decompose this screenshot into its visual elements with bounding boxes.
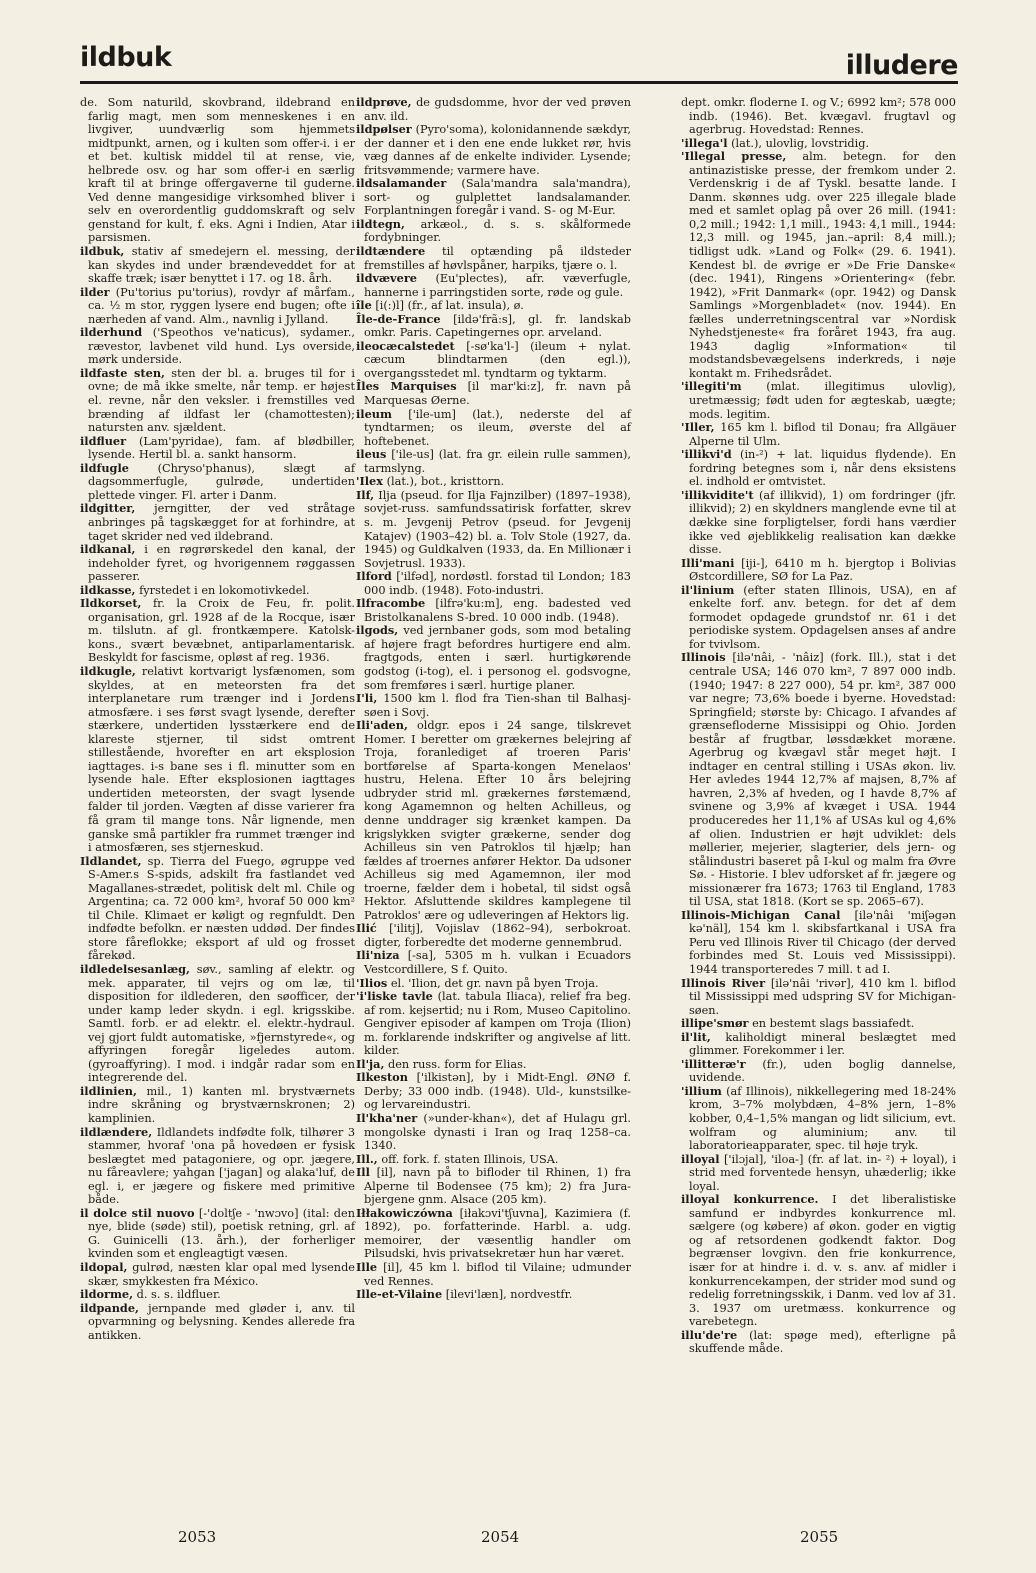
entry-definition: søv., samling af elektr. og mek. apparater, til vejrs og om læ, til disposition for ildlederen, den søofficer, der under kamp leder skydn. i egl. krigsskibe. Samtl. forb. er ad elektr. el. elektr.-hydraul. vej gjort fuldt automatiske, »fjernstyrede«, og affyringen foregår ligeledes autom. (gyroaffyring). I mod. i indgår radar som en integrerende del. [88, 963, 355, 1085]
entry-definition: ['ilɔjal], 'iloa-] (fr. af lat. in- ²) + loyal), i strid med forventede hensyn, uhæderlig; ikke loyal. [689, 1152, 956, 1193]
dictionary-entry [681, 421, 956, 448]
entry-definition: en bestemt slags bassiafedt. [752, 1017, 915, 1031]
dictionary-entry [80, 855, 355, 963]
entry-definition: [-'doltʃe - 'nwɔvo] (ital: den nye, blide (søde) stil), poetisk retning, grl. af G. Guinicelli (13. årh.), der forherliger kvinden som et engleagtigt væsen. [88, 1206, 356, 1261]
entry-headword: Ille [356, 1260, 378, 1275]
entry-headword: ileum [356, 406, 392, 421]
entry-headword: ildopal, [80, 1260, 128, 1275]
entry-definition: ['ilitj], Vojislav (1862–94), serbokroat. digter, forberedte det moderne gennembrud. [364, 922, 631, 949]
entry-headword: illipe'smør [681, 1016, 749, 1031]
dictionary-entry [356, 489, 631, 570]
dictionary-entry [356, 624, 631, 692]
entry-definition: Ilja (pseud. for Ilja Fajnzilber) (1897–1938), sovjet-russ. samfundssatirisk forfatter, skrev s. m. Jevgenij Petrov (pseud. for Jevgenij Katajev) (1903–42) bl. a. Tolv Stole (1927, da. 1945) og Guldkalven (1933, da. En Millionær i Sovjetrusl. 1933). [364, 488, 631, 570]
entry-headword: illu'de're [681, 1327, 738, 1342]
dictionary-entry [80, 1207, 355, 1261]
entry-definition: [iji-], 6410 m h. bjergtop i Bolivias Østcordillere, SØ for La Paz. [689, 556, 956, 584]
dictionary-entry [681, 150, 956, 380]
dictionary-entry [681, 977, 956, 1018]
dictionary-entry [681, 489, 956, 557]
dictionary-entry [80, 1085, 355, 1126]
entry-headword: 'Ilios [356, 975, 388, 990]
entry-definition: Ildlandets indfødte folk, tilhører 3 stammer, hvoraf 'ona på hovedøen er fysisk beslægtet med patagoniere, og opr. jægere, nu fåreavlere; yahgan ['jagan] og alaka'luf, de egl. i, er jægere og fiskere med primitive både. [88, 1125, 356, 1207]
entry-definition: [il], 45 km l. biflod til Vilaine; udmunder ved Rennes. [364, 1261, 631, 1288]
dictionary-entry [80, 1302, 355, 1343]
entry-definition: (af illikvid), 1) om fordringer (jfr. illikvid); 2) en skyldners manglende evne til at dække sine forpligtelser, fordi hans værdier ikke ved øjeblikkelig realisation kan dække disse. [689, 488, 956, 557]
entry-headword: 'illikvidite't [681, 487, 754, 502]
dictionary-entry [80, 96, 355, 245]
entry-headword: ildkasse, [80, 582, 136, 597]
dictionary-entry [356, 990, 631, 1058]
dictionary-entry [356, 96, 631, 123]
entry-headword: Ilf, [356, 487, 375, 502]
entry-definition: fyrstedet i en lokomotivkedel. [139, 583, 310, 597]
entry-definition: [ilevi'læn], nordvestfr. [445, 1288, 573, 1302]
dictionary-entry [681, 651, 956, 908]
entry-definition: (af Illinois), nikkellegering med 18-24% krom, 3–7% molybdæn, 4–8% jern, 1–8% kobber, 0,4–1,5% mangan og lidt silicium, evt. wolfram og aluminium; anv. til laboratorieapparater, spec. til høje tryk. [689, 1084, 956, 1153]
entry-headword: Ilić [356, 921, 377, 936]
dictionary-entry [681, 1193, 956, 1328]
entry-headword: Ili'niza [356, 948, 400, 963]
dictionary-entry [681, 380, 956, 421]
entry-headword: il'lit, [681, 1029, 711, 1044]
entry-headword: Illinois [681, 650, 726, 665]
entry-headword: ildlinien, [80, 1083, 137, 1098]
header-right-guide-word: illudere [845, 50, 958, 81]
entry-definition: mil., 1) kanten ml. brystværnets indre skråning og brystværnskronen; 2) kamplinien. [88, 1084, 356, 1126]
entry-headword: Ill., [356, 1151, 378, 1166]
entry-headword: 'illium [681, 1083, 722, 1098]
dictionary-entry [80, 245, 355, 286]
entry-headword: ildgitter, [80, 501, 136, 516]
entry-definition: off. fork. f. staten Illinois, USA. [381, 1152, 559, 1166]
dictionary-entry [681, 909, 956, 977]
dictionary-entry [80, 1288, 355, 1302]
entry-headword: Ildkorset, [80, 596, 142, 611]
dictionary-entry [356, 313, 631, 340]
entry-headword: ileocæcalstedet [356, 338, 455, 353]
entry-definition: oldgr. epos i 24 sange, tilskrevet Homer. I beretter om grækernes belejring af Troja, foranlediget af troeren Paris' bortførelse af Sparta-kongen Menelaos' hustru, Helena. Efter 10 års belejring udbryder strid ml. grækernes førstemænd, kong Agamemnon og helten Achilleus, og denne unddrager sig krænket kampen. Da krigslykken svigter grækerne, sender dog Achilleus sin ven Patroklos til hjælp; han fældes af troernes anfører Hektor. Da udsoner Achilleus sig med Agamemnon, iler mod troerne, fælder dem i hobetal, til sidst også Hektor. Afsluttende skildres kamplegene til Patroklos' ære og udleveringen af Hektors lig. [364, 719, 631, 922]
entry-definition: 1500 km l. flod fra Tien-shan til Balhasj-søen i Sovj. [364, 692, 632, 719]
entry-headword: ildtændere [356, 244, 426, 259]
header-left-guide-word: ildbuk [80, 42, 172, 73]
entry-definition: [il mar'ki:z], fr. navn på Marquesas Øerne. [364, 380, 632, 408]
entry-headword: île [356, 298, 372, 313]
dictionary-entry [80, 502, 355, 543]
dictionary-entry [80, 462, 355, 503]
entry-headword: Iłłakowiczówna [356, 1205, 453, 1220]
dictionary-entry [681, 584, 956, 652]
entry-definition: fr. la Croix de Feu, fr. polit. organisation, grl. 1928 af de la Rocque, især m. tilslutn. af gl. frontkæmpere. Katolsk-kons., svært bevæbnet, antiparlamentarisk. Beskyldt for fascisme, opløst af reg. 1936. [88, 597, 355, 665]
dictionary-entry [80, 435, 355, 462]
entry-headword: ildkanal, [80, 542, 136, 557]
entry-headword: Ili'aden, [356, 718, 408, 733]
header-rule [80, 81, 958, 84]
entry-headword: illoyal konkurrence. [681, 1192, 819, 1207]
entry-headword: ildfaste sten, [80, 365, 165, 380]
page-number-left: 2053 [178, 1528, 217, 1546]
entry-definition: 165 km l. biflod til Donau; fra Allgäuer Alperne til Ulm. [689, 421, 956, 448]
entry-headword: ildsalamander [356, 176, 447, 191]
entry-headword: 'i'liske tavle [356, 989, 433, 1004]
entry-definition: ['ilfəd], nordøstl. forstad til London; 183 000 indb. (1948). Foto-industri. [364, 570, 631, 597]
entry-definition: (Chryso'phanus), slægt af dagsommerfugle, gulrøde, undertiden plettede vinger. Fl. arter i Danm. [88, 461, 355, 502]
entry-definition: [ilfrə'ku:m], eng. badested ved Bristolkanalens S-bred. 10 000 indb. (1948). [364, 597, 632, 624]
entry-definition: (Pyro'soma), kolonidannende sækdyr, der danner et i den ene ende lukket rør, hvis væg dannes af de enkelte individer. Lysende; fritsvømmende; varmere have. [364, 123, 631, 177]
dictionary-entry [356, 1153, 631, 1167]
entry-headword: il'linium [681, 582, 735, 597]
entry-definition: (lat: spøge med), efterligne på skuffende måde. [689, 1328, 957, 1356]
entry-headword: ildfluer [80, 433, 127, 448]
dictionary-entry [356, 977, 631, 991]
entry-definition: (in-²) + lat. liquidus flydende). En fordring betegnes som i, når dens eksistens el. indhold er omtvistet. [689, 448, 956, 489]
entry-headword: Ilford [356, 569, 392, 584]
entry-headword: 'illitteræ'r [681, 1056, 746, 1071]
dictionary-entry [80, 286, 355, 327]
entry-definition: (Lam'pyridae), fam. af blødbiller, lysende. Hertil bl. a. sankt hansorm. [88, 434, 355, 462]
entry-definition: [iłakɔvi'tʃuvna], Kazimiera (f. 1892), po. forfatterinde. Harbl. a. udg. memoirer, der væsentlig handler om Pilsudski, hvis privatsekretær hun har været. [364, 1206, 632, 1261]
entry-definition: sten der bl. a. bruges til for i ovne; de må ikke smelte, når temp. er højest el. revne, når den veksler. i fremstilles ved brænding af ildfast ler (chamottesten); natursten anv. sjældent. [88, 366, 355, 435]
entry-headword: Île-de-France [356, 311, 441, 326]
dictionary-entry [356, 719, 631, 922]
column-left [80, 96, 355, 1342]
dictionary-entry [356, 448, 631, 475]
entry-headword: Illinois River [681, 975, 766, 990]
entry-definition: de. Som naturild, skovbrand, ildebrand en farlig magt, men som menneskenes i en livgiver, uundværlig som hjemmets midtpunkt, arnen, og i kulten som offer-i. i er et bet. kultisk middel til at rense, vie, helbrede osv. og har som offer-i en særlig kraft til at bringe offergaverne til guderne. Ved denne mangesidige virksomhed bliver i selv en overordentlig guddomskraft og selv genstand for kult, f. eks. Agni i Indien, Atar i parsismen. [80, 96, 355, 245]
entry-headword: I'li, [356, 691, 378, 706]
entry-definition: (mlat. illegitimus ulovlig), uretmæssig; født uden for ægteskab, uægte; mods. legitim. [689, 380, 956, 421]
dictionary-entry [356, 177, 631, 218]
entry-definition: [-sa], 5305 m h. vulkan i Ecuadors Vestcordillere, S f. Quito. [364, 949, 632, 976]
entry-headword: Ilfracombe [356, 596, 426, 611]
dictionary-entry [356, 1058, 631, 1072]
entry-definition: relativt kortvarigt lysfænomen, som skyldes, at en meteorsten fra det interplanetare rum trænger ind i Jordens atmosfære. i ses først svagt lysende, derefter stærkere, undertiden lysstærkere end de klareste stjerner, til sidst omtrent stillestående, hvorefter en art eksplosion iagttages. i-s bane ses i fl. minutter som en lysende hale. Efter eksplosionen iagttages undertiden meteorsten, der svagt lysende falder til jorden. Vægten af disse varierer fra få gram til mange tons. Når lignende, men ganske små partikler fra rummet trænger ind i atmosfæren, ses stjerneskud. [88, 664, 356, 855]
dictionary-entry [356, 1112, 631, 1153]
entry-headword: ildlændere, [80, 1124, 153, 1139]
entry-headword: ildbuk, [80, 244, 125, 259]
entry-definition: (Eu'plectes), afr. væverfugle, hannerne i parringstiden sorte, røde og gule. [364, 272, 632, 299]
dictionary-entry [80, 963, 355, 1085]
dictionary-entry [356, 922, 631, 949]
entry-definition: ['ile-us] (lat. fra gr. eilein rulle sammen), tarmslyng. [364, 448, 631, 475]
entry-headword: 'Ilex [356, 474, 383, 489]
dictionary-entry [681, 1031, 956, 1058]
dictionary-entry [80, 1126, 355, 1207]
entry-headword: ilderhund [80, 325, 143, 340]
entry-definition: gulrød, næsten klar opal med lysende skær, smykkesten fra México. [88, 1261, 355, 1288]
entry-definition: (lat.), bot., kristtorn. [386, 475, 505, 489]
running-header [80, 36, 958, 86]
entry-headword: 'Iller, [681, 420, 715, 435]
dictionary-entry [356, 949, 631, 976]
entry-headword: ildpølser [356, 122, 412, 137]
entry-headword: Il'kha'ner [356, 1111, 418, 1126]
entry-definition: (Sala'mandra sala'mandra), sort- og gulplettet landsalamander. Forplantningen foregår i vand. S- og M-Eur. [364, 177, 631, 218]
entry-definition: jerngitter, der ved stråtage anbringes på tagskægget for at forhindre, at taget skrider ned ved ildebrand. [88, 502, 356, 543]
entry-definition: (lat.), ulovlig, lovstridig. [731, 136, 870, 150]
entry-definition: (fr.), uden boglig dannelse, uvidende. [689, 1057, 956, 1085]
dictionary-entry [356, 1261, 631, 1288]
entry-headword: il dolce stil nuovo [80, 1205, 195, 1220]
dictionary-entry [356, 408, 631, 449]
entry-headword: ilder [80, 284, 110, 299]
entry-definition: [ilə'nâi, - 'nâiz] (fork. Ill.), stat i det centrale USA; 146 070 km², 7 897 000 indb. (1940; 1947: 8 227 000), 54 pr. km², 387 000 var negre; 73,6% boede i byerne. Hovedstad: Springfield; største by: Chicago. I afvandes af grænsefloderne Missisippi og Ohio. Jorden består af frugtbar, løssdækket moræne. Agerbrug og kvægavl står meget højt. I indtager en central stilling i USAs økon. liv. Her avledes 1944 12,7% af majsen, 8,7% af havren, 2,3% af hveden, og I havde 8,7% af svinene og 3,9% af kvæget i USA. 1944 produceredes her 11,1% af USAs kul og 4,6% af olien. Industrien er højt udviklet: dels møllerier, mejerier, slagterier, dels jern- og stålindustri baseret på I-kul og malm fra Øvre Sø. - Historie. I blev udforsket af fr. jægere og missionærer fra 1673; 1763 til England, 1783 til USA, stat 1818. (Kort se sp. 2065–67). [689, 651, 956, 909]
entry-definition: (lat. tabula Iliaca), relief fra beg. af rom. kejsertid; nu i Rom, Museo Capitolino. Gengiver episoder af kampen om Troja (Ilion) m. forklarende indskrifter og angivelse af litt. kilder. [364, 990, 631, 1058]
entry-headword: 'illikvi'd [681, 447, 732, 462]
entry-definition: til optænding på ildsteder fremstilles af høvlspåner, harpiks, tjære o. l. [364, 245, 631, 272]
entry-headword: ildfugle [80, 460, 129, 475]
entry-headword: ildvævere [356, 271, 417, 286]
entry-definition: d. s. s. ildfluer. [136, 1288, 221, 1302]
entry-definition: (efter staten Illinois, USA), en af enkelte forf. anv. betegn. for det af dem formodet opdagede grundstof nr. 61 i det periodiske system. Opdagelsen anses af andre for tvivlsom. [689, 583, 957, 651]
entry-headword: ildledelsesanlæg, [80, 962, 190, 976]
entry-definition: [ilə'nâi 'rivər], 410 km l. biflod til Mississippi med udspring SV for Michigan-søen. [689, 976, 956, 1017]
entry-definition: jernpande med gløder i, anv. til opvarmning og belysning. Kendes allerede fra antikken. [88, 1301, 355, 1342]
dictionary-entry [681, 448, 956, 489]
entry-definition: alm. betegn. for den antinazistiske presse, der fremkom under 2. Verdenskrig i de af Tyskl. besatte lande. I Danm. skønnes udg. over 225 illegale blade med et samlet oplag på over 26 mill. (1941: 0,2 mill.; 1942: 1,1 mill., 1943: 4,1 mill., 1944: 12,3 mill. og 1945, jan.–april: 8,4 mill.); tidligst udk. »Land og Folk« (29. 6. 1941). Kendest bl. de øvrige er »De Frie Danske« (dec. 1941), Ringens »Orientering« (febr. 1942), »Frit Danmark« (opr. 1942) og Dansk Samlings »Morgenbladet« (nov. 1944). En fælles underretningscentral var »Nordisk Nyhedstjeneste« fra foråret 1943, fra aug. 1943 daglig »Information« til modstandsbevægelsens inderkreds, i nøje kontakt m. Frihedsrådet. [689, 150, 957, 380]
dictionary-entry [356, 692, 631, 719]
entry-definition: ved jernbaner gods, som mod betaling af højere fragt befordres hurtigere end alm. fragtgods, enten i særl. hurtigkørende godstog (i-tog), el. i personog el. godsvogne, som fremføres i særl. hurtige planer. [364, 624, 631, 692]
entry-headword: Ille-et-Vilaine [356, 1287, 443, 1302]
dictionary-entry [356, 123, 631, 177]
entry-headword: Îles Marquises [356, 379, 457, 394]
dictionary-entry [681, 1085, 956, 1153]
entry-headword: illoyal [681, 1151, 720, 1166]
entry-headword: ildorme, [80, 1287, 134, 1302]
entry-definition: kaliholdigt mineral beslægtet med glimmer. Forekommer i ler. [689, 1030, 956, 1058]
dictionary-entry [681, 1058, 956, 1085]
entry-definition: [il], navn på to bifloder til Rhinen, 1) fra Alperne til Bodensee (75 km); 2) fra Jura-bjergene gnm. Alsace (205 km). [364, 1166, 632, 1207]
entry-headword: 'Illegal presse, [681, 149, 787, 164]
dictionary-entry [80, 597, 355, 665]
dictionary-entry [356, 475, 631, 489]
dictionary-entry [356, 1071, 631, 1112]
entry-headword: ileus [356, 447, 387, 462]
dictionary-entry [80, 326, 355, 367]
entry-definition: de gudsdomme, hvor der ved prøven anv. ild. [364, 96, 631, 123]
entry-definition: [i(:)l] (fr., af lat. insula), ø. [375, 299, 524, 313]
entry-definition: [ildə'frã:s], gl. fr. landskab omkr. Paris. Capetingernes opr. arveland. [364, 312, 631, 340]
entry-definition: den russ. form for Elias. [387, 1057, 527, 1071]
page-number-middle: 2054 [481, 1528, 520, 1546]
entry-headword: ildprøve, [356, 95, 412, 109]
dictionary-entry [356, 1207, 631, 1261]
entry-headword: Illi'mani [681, 555, 735, 570]
dictionary-entry [681, 557, 956, 584]
entry-definition: [-sø'ka'l-] (ileum + nylat. cæcum blindtarmen (den egl.)), overgangsstedet ml. tyndtarm og tyktarm. [364, 339, 631, 380]
entry-definition: sp. Tierra del Fuego, øgruppe ved S-Amer.s S-spids, adskilt fra fastlandet ved Magallanes-strædet, politisk delt ml. Chile og Argentina; ca. 72 000 km², hvoraf 50 000 km² til Chile. Klimaet er køligt og regnfuldt. Den indfødte befolkn. er næsten uddød. Der findes store fåreflokke; eksport af uld og frosset fårekød. [88, 854, 355, 963]
entry-definition: (»under-khan«), det af Hulagu grl. mongolske dynasti i Iran og Iraq 1258–ca. 1340. [364, 1112, 631, 1153]
entry-definition: i en røgrørskedel den kanal, der indeholder fyret, og hvorigennem røggassen passerer. [88, 543, 355, 584]
entry-headword: ildpande, [80, 1300, 139, 1315]
entry-headword: Ildlandet, [80, 853, 142, 868]
entry-definition: arkæol., d. s. s. skålformede fordybninger. [364, 217, 631, 245]
dictionary-entry [356, 340, 631, 381]
entry-headword: Ilkeston [356, 1070, 408, 1085]
dictionary-entry [80, 367, 355, 435]
dictionary-entry [356, 218, 631, 245]
dictionary-entry [681, 137, 956, 151]
entry-headword: ildtegn, [356, 216, 405, 231]
entry-headword: Ill [356, 1165, 370, 1180]
entry-definition: ('Speothos ve'naticus), sydamer., rævestor, lavbenet vild hund. Lys overside, mørk underside. [88, 326, 355, 367]
entry-definition: [ilə'nâi 'miʃəgən kə'näl], 154 km l. skibsfartkanal i USA fra Peru ved Illinois River til Chicago (der derved forbindes med St. Louis ved Mississippi). 1944 transporteredes 7 mill. t ad I. [689, 908, 956, 976]
entry-definition: dept. omkr. floderne I. og V.; 6992 km²; 578 000 indb. (1946). Bet. kvægavl. frugtavl og agerbrug. Hovedstad: Rennes. [681, 96, 956, 137]
dictionary-entry [80, 665, 355, 855]
entry-headword: ildkugle, [80, 663, 136, 678]
dictionary-entry [80, 543, 355, 584]
page-number-right: 2055 [800, 1528, 839, 1546]
entry-definition: stativ af smedejern el. messing, der kan skydes ind under brændeveddet for at skaffe træk; især benyttet i 17. og 18. årh. [88, 245, 355, 286]
dictionary-entry [681, 96, 956, 137]
entry-headword: Illinois-Michigan Canal [681, 907, 841, 922]
entry-definition: el. 'Ilion, det gr. navn på byen Troja. [390, 976, 599, 990]
dictionary-entry [356, 272, 631, 299]
dictionary-entry [356, 570, 631, 597]
dictionary-entry [80, 584, 355, 598]
dictionary-entry [356, 597, 631, 624]
entry-headword: Il'ja, [356, 1056, 385, 1071]
entry-definition: (Pu'torius pu'torius), rovdyr af mårfam., ca. ½ m stor, ryggen lysere end bugen; ofte i nærheden af vand. Alm., navnlig i Jylland. [88, 285, 355, 326]
column-middle [356, 96, 631, 1302]
dictionary-entry [356, 1166, 631, 1207]
entry-definition: ['ilkistən], by i Midt-Engl. ØNØ f. Derby; 33 000 indb. (1948). Uld-, kunstsilke- og lervareindustri. [364, 1071, 631, 1112]
dictionary-entry [681, 1017, 956, 1031]
dictionary-entry [356, 380, 631, 407]
dictionary-entry [356, 299, 631, 313]
entry-headword: 'illegiti'm [681, 379, 742, 394]
entry-headword: 'illega'l [681, 135, 728, 150]
entry-definition: ['ile-um] (lat.), nederste del af tyndtarmen; os ileum, øverste del af hoftebenet. [364, 407, 631, 448]
dictionary-entry [681, 1153, 956, 1194]
dictionary-entry [356, 1288, 631, 1302]
column-right [681, 96, 956, 1356]
dictionary-entry [681, 1329, 956, 1356]
entry-headword: ilgods, [356, 623, 399, 638]
dictionary-entry [80, 1261, 355, 1288]
entry-definition: I det liberalistiske samfund er indbyrdes konkurrence ml. sælgere (og købere) af økon. goder en vigtig og af retsordenen godkendt faktor. Dog begrænser lovgivn. den frie konkurrence, især for at hindre i. d. v. s. anv. af midler i konkurrencekampen, der strider mod sund og redelig forretningsskik, i Danm. ved lov af 31. 3. 1937 om uretmæss. konkurrence og varebetegn. [689, 1193, 957, 1329]
dictionary-entry [356, 245, 631, 272]
